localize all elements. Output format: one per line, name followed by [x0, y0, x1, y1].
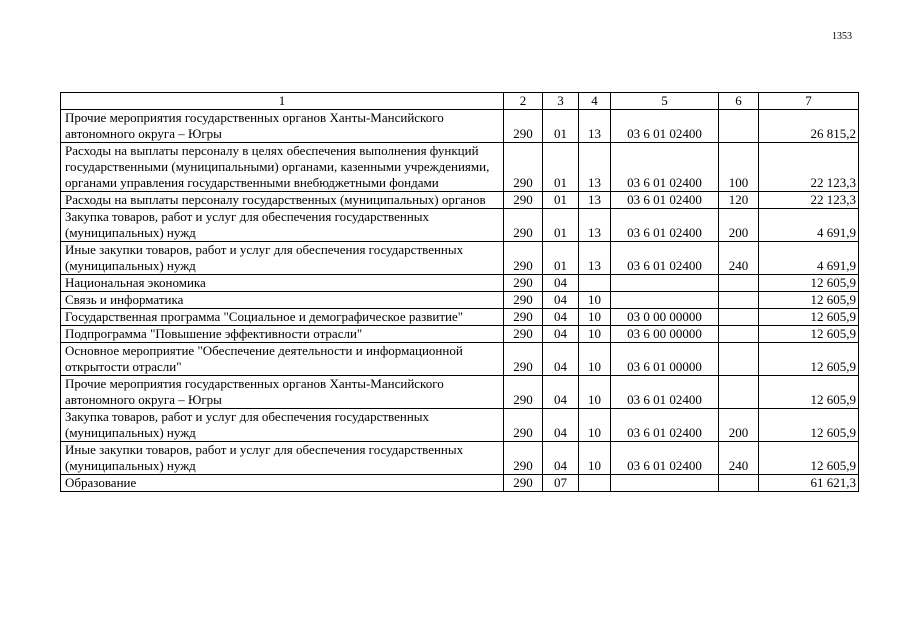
row-amount: 12 605,9: [759, 275, 859, 292]
row-subsection-code: 10: [579, 442, 611, 475]
table-row: [61, 242, 859, 275]
row-name: Иные закупки товаров, работ и услуг для обеспечения государственных (муниципальных) нужд: [61, 242, 504, 275]
row-amount: 12 605,9: [759, 409, 859, 442]
column-header: 2: [504, 93, 543, 110]
row-expense-type: 200: [719, 409, 759, 442]
row-target-article: 03 6 01 02400: [611, 192, 719, 209]
row-section-code: 07: [543, 475, 579, 492]
row-target-article: 03 6 01 02400: [611, 143, 719, 192]
row-target-article: 03 6 01 02400: [611, 110, 719, 143]
row-name: Связь и информатика: [61, 292, 504, 309]
row-amount: 12 605,9: [759, 442, 859, 475]
row-subsection-code: 10: [579, 343, 611, 376]
row-expense-type: 100: [719, 143, 759, 192]
row-name: Иные закупки товаров, работ и услуг для обеспечения государственных (муниципальных) нужд: [61, 442, 504, 475]
table-row: [61, 475, 859, 492]
row-expense-type: [719, 292, 759, 309]
table-row: [61, 110, 859, 143]
row-amount: 12 605,9: [759, 343, 859, 376]
row-target-article: [611, 292, 719, 309]
row-expense-type: [719, 475, 759, 492]
table-header-row: [61, 93, 859, 110]
row-admin-code: 290: [504, 409, 543, 442]
row-name: Государственная программа "Социальное и демографическое развитие": [61, 309, 504, 326]
page-number: 1353: [832, 31, 852, 42]
row-subsection-code: 10: [579, 292, 611, 309]
row-subsection-code: [579, 475, 611, 492]
row-subsection-code: 13: [579, 192, 611, 209]
table-row: [61, 309, 859, 326]
row-target-article: 03 6 01 00000: [611, 343, 719, 376]
row-name: Национальная экономика: [61, 275, 504, 292]
row-name: Расходы на выплаты персоналу в целях обеспечения выполнения функций государственными (муниципальными) органами, казенными учреждениями, органами управления государственными внебюджетными фондами: [61, 143, 504, 192]
row-admin-code: 290: [504, 209, 543, 242]
row-section-code: 04: [543, 326, 579, 343]
row-name: Прочие мероприятия государственных органов Ханты-Мансийского автономного округа – Югры: [61, 376, 504, 409]
row-admin-code: 290: [504, 110, 543, 143]
row-section-code: 04: [543, 442, 579, 475]
row-admin-code: 290: [504, 192, 543, 209]
row-section-code: 04: [543, 376, 579, 409]
row-expense-type: 240: [719, 442, 759, 475]
row-subsection-code: 13: [579, 143, 611, 192]
row-admin-code: 290: [504, 143, 543, 192]
row-section-code: 04: [543, 409, 579, 442]
table-row: [61, 209, 859, 242]
row-amount: 12 605,9: [759, 376, 859, 409]
table-row: [61, 292, 859, 309]
row-target-article: 03 6 01 02400: [611, 409, 719, 442]
row-subsection-code: 10: [579, 309, 611, 326]
row-subsection-code: 10: [579, 376, 611, 409]
row-section-code: 04: [543, 309, 579, 326]
row-admin-code: 290: [504, 309, 543, 326]
row-subsection-code: 10: [579, 326, 611, 343]
table-row: [61, 143, 859, 192]
row-section-code: 04: [543, 292, 579, 309]
row-subsection-code: 13: [579, 209, 611, 242]
row-expense-type: [719, 275, 759, 292]
row-expense-type: 120: [719, 192, 759, 209]
table-row: [61, 343, 859, 376]
row-section-code: 01: [543, 110, 579, 143]
row-amount: 12 605,9: [759, 326, 859, 343]
row-expense-type: [719, 343, 759, 376]
row-admin-code: 290: [504, 343, 543, 376]
row-name: Расходы на выплаты персоналу государственных (муниципальных) органов: [61, 192, 504, 209]
row-section-code: 01: [543, 242, 579, 275]
column-header: 4: [579, 93, 611, 110]
row-section-code: 04: [543, 275, 579, 292]
row-admin-code: 290: [504, 292, 543, 309]
row-target-article: 03 6 00 00000: [611, 326, 719, 343]
column-header: 6: [719, 93, 759, 110]
row-target-article: [611, 275, 719, 292]
row-target-article: 03 6 01 02400: [611, 376, 719, 409]
row-amount: 12 605,9: [759, 309, 859, 326]
row-subsection-code: [579, 275, 611, 292]
row-target-article: 03 6 01 02400: [611, 442, 719, 475]
row-expense-type: [719, 376, 759, 409]
row-amount: 61 621,3: [759, 475, 859, 492]
row-subsection-code: 13: [579, 110, 611, 143]
table-row: [61, 326, 859, 343]
row-name: Образование: [61, 475, 504, 492]
row-target-article: 03 6 01 02400: [611, 209, 719, 242]
row-admin-code: 290: [504, 275, 543, 292]
row-expense-type: 200: [719, 209, 759, 242]
row-amount: 26 815,2: [759, 110, 859, 143]
row-amount: 22 123,3: [759, 192, 859, 209]
row-subsection-code: 10: [579, 409, 611, 442]
table-row: [61, 442, 859, 475]
column-header: 1: [61, 93, 504, 110]
column-header: 7: [759, 93, 859, 110]
row-amount: 12 605,9: [759, 292, 859, 309]
row-amount: 4 691,9: [759, 209, 859, 242]
row-section-code: 01: [543, 209, 579, 242]
row-expense-type: 240: [719, 242, 759, 275]
row-name: Подпрограмма "Повышение эффективности отрасли": [61, 326, 504, 343]
row-section-code: 01: [543, 192, 579, 209]
row-section-code: 04: [543, 343, 579, 376]
row-section-code: 01: [543, 143, 579, 192]
row-amount: 4 691,9: [759, 242, 859, 275]
row-name: Прочие мероприятия государственных органов Ханты-Мансийского автономного округа – Югры: [61, 110, 504, 143]
row-expense-type: [719, 326, 759, 343]
budget-table: [60, 92, 859, 492]
row-expense-type: [719, 110, 759, 143]
row-admin-code: 290: [504, 326, 543, 343]
row-name: Закупка товаров, работ и услуг для обеспечения государственных (муниципальных) нужд: [61, 209, 504, 242]
row-admin-code: 290: [504, 475, 543, 492]
row-name: Основное мероприятие "Обеспечение деятельности и информационной открытости отрасли": [61, 343, 504, 376]
table-row: [61, 376, 859, 409]
row-subsection-code: 13: [579, 242, 611, 275]
row-admin-code: 290: [504, 242, 543, 275]
table-row: [61, 192, 859, 209]
row-expense-type: [719, 309, 759, 326]
row-amount: 22 123,3: [759, 143, 859, 192]
row-target-article: [611, 475, 719, 492]
row-target-article: 03 0 00 00000: [611, 309, 719, 326]
column-header: 3: [543, 93, 579, 110]
table-row: [61, 275, 859, 292]
row-name: Закупка товаров, работ и услуг для обеспечения государственных (муниципальных) нужд: [61, 409, 504, 442]
row-target-article: 03 6 01 02400: [611, 242, 719, 275]
row-admin-code: 290: [504, 442, 543, 475]
table-row: [61, 409, 859, 442]
row-admin-code: 290: [504, 376, 543, 409]
column-header: 5: [611, 93, 719, 110]
